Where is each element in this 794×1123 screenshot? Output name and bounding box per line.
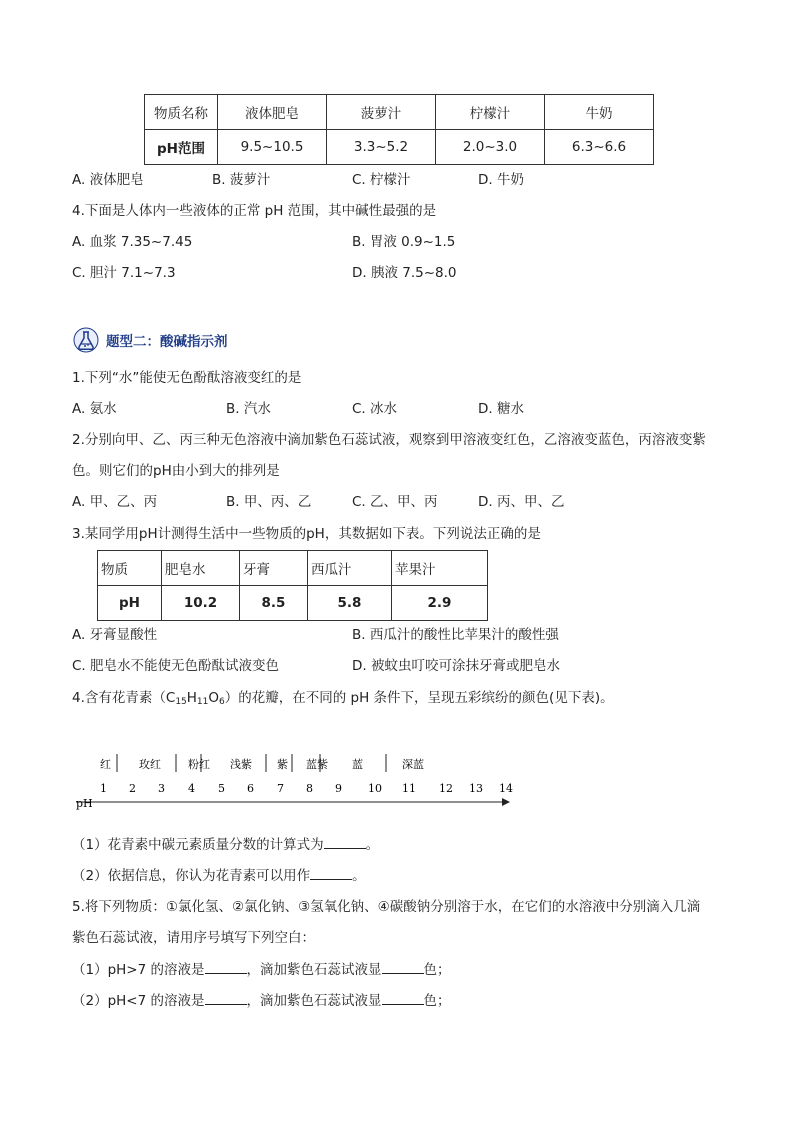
scale-tick-label: 4 (188, 782, 195, 795)
part-text: 色； (423, 993, 451, 1009)
scale-color-label: 蓝紫 (306, 758, 328, 771)
question-stem: 5.将下列物质：①氯化氢、②氯化钠、③氢氧化钠、④碳酸钠分别溶于水，在它们的水溶液中分别滴入几滴 (72, 899, 701, 915)
part-text: （2）依据信息，你认为花青素可以用作 (72, 868, 311, 884)
scale-tick-label: 5 (218, 782, 225, 795)
option-c[interactable]: C. 胆汁 7.1~7.3 (72, 265, 176, 281)
scale-tick-label: 1 (100, 782, 107, 795)
table-row-label: pH (98, 586, 162, 621)
option-b[interactable]: B. 胃液 0.9~1.5 (352, 234, 456, 250)
ph-range-table (144, 94, 654, 165)
table-header-cell: 牛奶 (545, 95, 654, 130)
option-a[interactable]: A. 甲、乙、丙 (72, 494, 158, 510)
option-b[interactable]: B. 汽水 (226, 401, 271, 417)
scale-tick-label: 8 (306, 782, 313, 795)
answer-blank[interactable] (310, 865, 352, 880)
subscript: 6 (219, 697, 225, 707)
stem-part: ）的花瓣，在不同的 pH 条件下，呈现五彩缤纷的颜色(见下表)。 (224, 690, 614, 706)
stem-part: H (186, 690, 197, 706)
option-a[interactable]: A. 牙膏显酸性 (72, 627, 158, 643)
scale-tick-label: 10 (368, 782, 382, 795)
subscript: 15 (175, 697, 187, 707)
answer-blank[interactable] (382, 990, 424, 1005)
table-header-cell: 苹果汁 (392, 551, 488, 586)
part-text: 。 (352, 868, 366, 884)
scale-color-label: 红 (100, 758, 111, 771)
question-stem: 3.某同学用pH计测得生活中一些物质的pH，其数据如下表。下列说法正确的是 (72, 526, 541, 542)
scale-tick-label: 7 (277, 782, 284, 795)
part-text: （1）pH>7 的溶液是 (72, 962, 205, 978)
option-a[interactable]: A. 血浆 7.35~7.45 (72, 234, 193, 250)
table-header-cell: 菠萝汁 (327, 95, 436, 130)
scale-color-label: 深蓝 (402, 758, 424, 771)
table-header-cell: 肥皂水 (162, 551, 240, 586)
question-stem: 2.分别向甲、乙、丙三种无色溶液中滴加紫色石蕊试液，观察到甲溶液变红色，乙溶液变蓝色，丙溶液变紫 (72, 432, 706, 448)
question-stem (72, 688, 614, 712)
scale-color-label: 蓝 (352, 758, 363, 771)
part-text: 。 (365, 837, 380, 853)
option-c[interactable]: C. 乙、甲、丙 (352, 494, 438, 510)
ph-axis-label: pH (76, 797, 93, 810)
question-stem: 1.下列“水”能使无色酚酞溶液变红的是 (72, 370, 302, 386)
option-d[interactable]: D. 丙、甲、乙 (478, 494, 565, 510)
answer-blank[interactable] (382, 959, 424, 974)
scale-color-label: 粉红 (188, 758, 210, 771)
scale-tick-labels (100, 782, 513, 795)
question-part (72, 834, 379, 855)
axis-arrow-icon (502, 798, 510, 806)
table-header-cell: 物质 (98, 551, 162, 586)
table-cell: 8.5 (240, 586, 308, 621)
subscript: 11 (196, 697, 209, 707)
scale-tick-label: 6 (247, 782, 254, 795)
stem-part: O (208, 690, 220, 706)
table-header-cell: 柠檬汁 (436, 95, 545, 130)
table-header-cell: 物质名称 (145, 95, 218, 130)
scale-tick-label: 12 (439, 782, 453, 795)
option-c[interactable]: C. 冰水 (352, 401, 398, 417)
part-text: 色； (423, 962, 451, 978)
ph-measurement-table (97, 550, 488, 621)
option-d[interactable]: D. 被蚊虫叮咬可涂抹牙膏或肥皂水 (352, 658, 560, 674)
table-header-cell: 西瓜汁 (308, 551, 392, 586)
option-a[interactable]: A. 液体肥皂 (72, 172, 144, 188)
ph-color-scale (70, 748, 520, 810)
option-d[interactable]: D. 糖水 (478, 401, 524, 417)
table-cell: 6.3~6.6 (545, 130, 654, 165)
scale-color-label: 玫红 (139, 758, 161, 771)
table-row (145, 130, 654, 165)
flask-icon (72, 326, 100, 354)
question-part (72, 990, 451, 1011)
scale-tick-label: 11 (402, 782, 416, 795)
table-cell: 2.0~3.0 (436, 130, 545, 165)
table-cell: 10.2 (162, 586, 240, 621)
question-stem: 色。则它们的pH由小到大的排列是 (72, 463, 280, 479)
stem-part: 4.含有花青素（C (72, 690, 176, 706)
table-cell: 3.3~5.2 (327, 130, 436, 165)
question-stem: 4.下面是人体内一些液体的正常 pH 范围，其中碱性最强的是 (72, 203, 437, 219)
scale-tick-label: 2 (129, 782, 136, 795)
table-header-row (98, 551, 488, 586)
option-d[interactable]: D. 牛奶 (478, 172, 524, 188)
scale-color-labels (100, 757, 424, 771)
scale-tick-label: 14 (499, 782, 513, 795)
scale-tick-label: 13 (469, 782, 483, 795)
option-b[interactable]: B. 甲、丙、乙 (226, 494, 312, 510)
question-part (72, 959, 451, 980)
option-a[interactable]: A. 氨水 (72, 401, 117, 417)
table-cell: 5.8 (308, 586, 392, 621)
scale-tick-label: 9 (335, 782, 342, 795)
table-header-row (145, 95, 654, 130)
table-row-label: pH范围 (145, 130, 218, 165)
table-cell: 2.9 (392, 586, 488, 621)
question-stem: 紫色石蕊试液，请用序号填写下列空白： (72, 930, 315, 946)
option-b[interactable]: B. 西瓜汁的酸性比苹果汁的酸性强 (352, 627, 559, 643)
option-c[interactable]: C. 柠檬汁 (352, 172, 411, 188)
question-part (72, 865, 366, 886)
scale-tick-label: 3 (158, 782, 165, 795)
option-d[interactable]: D. 胰液 7.5~8.0 (352, 265, 457, 281)
part-text: ，滴加紫色石蕊试液显 (246, 993, 382, 1009)
part-text: （2）pH<7 的溶液是 (72, 993, 205, 1009)
part-text: （1）花青素中碳元素质量分数的计算式为 (72, 837, 324, 853)
part-text: ，滴加紫色石蕊试液显 (246, 962, 382, 978)
table-row (98, 586, 488, 621)
answer-blank[interactable] (324, 834, 366, 849)
scale-color-label: 浅紫 (230, 758, 252, 771)
option-b[interactable]: B. 菠萝汁 (212, 172, 271, 188)
table-cell: 9.5~10.5 (218, 130, 327, 165)
answer-blank[interactable] (205, 959, 247, 974)
scale-color-label: 紫 (277, 758, 288, 771)
table-header-cell: 牙膏 (240, 551, 308, 586)
option-c[interactable]: C. 肥皂水不能使无色酚酞试液变色 (72, 658, 280, 674)
answer-blank[interactable] (205, 990, 247, 1005)
section-title: 题型二：酸碱指示剂 (106, 334, 228, 350)
table-header-cell: 液体肥皂 (218, 95, 327, 130)
